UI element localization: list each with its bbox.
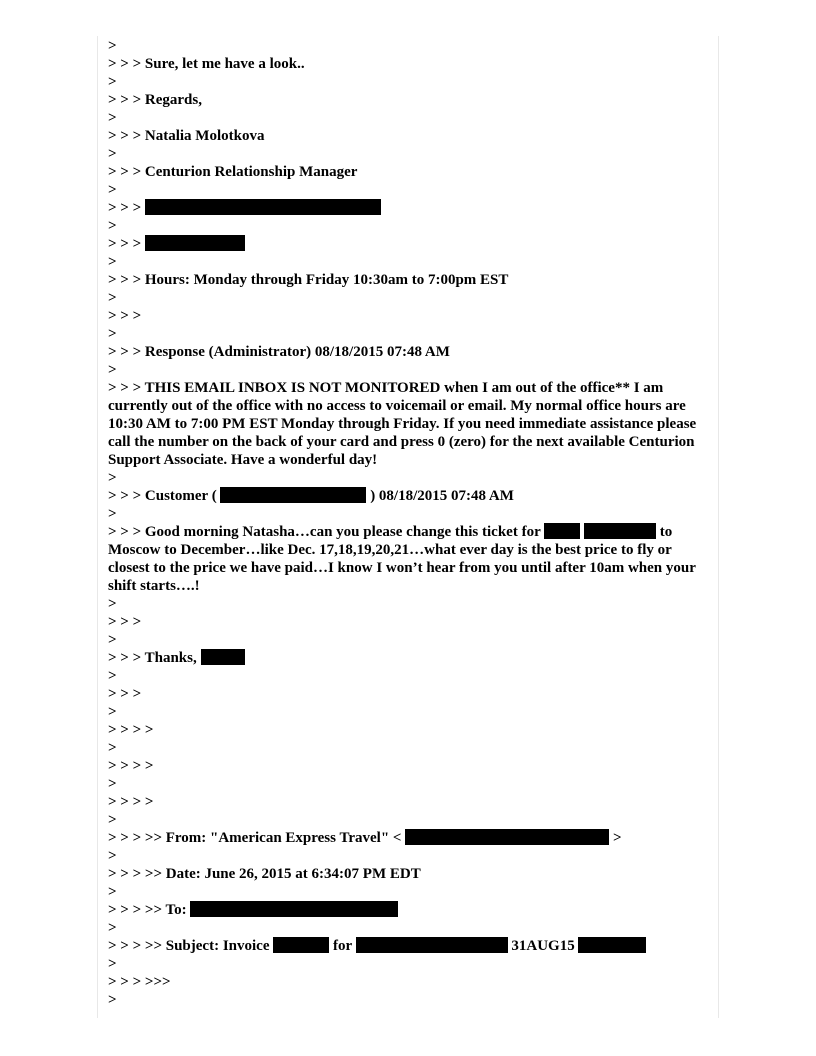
quote-line: > [108, 254, 117, 270]
email-thread-text [108, 37, 706, 1009]
message-text: > > > Good morning Natasha…can you please change this ticket for [108, 524, 545, 540]
quote-line: > > > Regards, [108, 92, 202, 108]
quote-line: > [108, 920, 117, 936]
redaction-block [273, 937, 329, 953]
quote-line: > > > [108, 614, 142, 630]
quote-line: > [108, 776, 117, 792]
thanks-line [108, 649, 706, 667]
to-label: > > > >> To: [108, 902, 191, 918]
subject-header [108, 937, 706, 955]
from-close: > [609, 830, 622, 846]
quote-line: > [108, 704, 117, 720]
quote-prefix: > > > [108, 200, 145, 216]
subject-label: > > > >> Subject: Invoice [108, 938, 274, 954]
hours-line: > > > Hours: Monday through Friday 10:30am to 7:00pm EST [108, 272, 509, 288]
redacted-line [108, 199, 706, 217]
signature-name: > > > Natalia Molotkova [108, 128, 265, 144]
quote-line: > [108, 596, 117, 612]
message-text: to Moscow to December…like Dec. 17,18,19,20,21…what ever day is the best price to fly or closest to the price we have paid…I know I won’t hear from you until after 10am when your shift starts….! [108, 524, 696, 594]
from-label: > > > >> From: "American Express Travel" < [108, 830, 406, 846]
quote-line: > > > > [108, 722, 154, 738]
quote-line: > > > [108, 308, 142, 324]
redacted-line [108, 235, 706, 253]
signature-title: > > > Centurion Relationship Manager [108, 164, 358, 180]
date-header: > > > >> Date: June 26, 2015 at 6:34:07 PM EDT [108, 866, 421, 882]
customer-timestamp: ) 08/18/2015 07:48 AM [366, 488, 514, 504]
customer-header [108, 487, 706, 505]
quote-line: > [108, 146, 117, 162]
quote-line: > [108, 326, 117, 342]
redaction-block [145, 199, 381, 215]
quote-line: > [108, 884, 117, 900]
redaction-block [578, 937, 646, 953]
redaction-block [145, 235, 245, 251]
response-header: > > > Response (Administrator) 08/18/2015 07:48 AM [108, 344, 450, 360]
redaction-block [201, 649, 245, 665]
quote-line: > > > [108, 686, 142, 702]
redaction-block [220, 487, 366, 503]
quote-line: > > > > [108, 794, 154, 810]
redaction-block [544, 523, 580, 539]
quote-line: > [108, 812, 117, 828]
quote-line: > [108, 290, 117, 306]
quote-line: > [108, 38, 117, 54]
redaction-block [190, 901, 398, 917]
quote-line: > [108, 362, 117, 378]
quote-line: > [108, 668, 117, 684]
customer-message-paragraph [108, 523, 706, 595]
quote-line: > [108, 632, 117, 648]
auto-reply-paragraph: > > > THIS EMAIL INBOX IS NOT MONITORED when I am out of the office** I am currently out of the office with no access to voicemail or email. My normal office hours are 10:30 AM to 7:00 PM EST Monday through Friday. If you need immediate assistance please call the number on the back of your card and press 0 (zero) for the next available Centurion Support Associate. Have a wonderful day! [108, 380, 697, 468]
subject-for: for [329, 938, 356, 954]
redaction-block [356, 937, 508, 953]
quote-line: > > > >>> [108, 974, 171, 990]
to-header [108, 901, 706, 919]
quote-line: > [108, 848, 117, 864]
redaction-block [405, 829, 609, 845]
quote-prefix: > > > [108, 236, 145, 252]
thanks-text: > > > Thanks, [108, 650, 201, 666]
quote-line: > [108, 182, 117, 198]
quote-line: > [108, 992, 117, 1008]
quote-line: > [108, 506, 117, 522]
quote-line: > [108, 740, 117, 756]
from-header [108, 829, 706, 847]
quote-line: > [108, 110, 117, 126]
quote-line: > [108, 218, 117, 234]
quote-line: > [108, 74, 117, 90]
quote-line: > [108, 470, 117, 486]
redaction-block [584, 523, 656, 539]
quote-line: > > > Sure, let me have a look.. [108, 56, 305, 72]
subject-date: 31AUG15 [507, 938, 579, 954]
quote-prefix: > > > Customer ( [108, 488, 221, 504]
quote-line: > [108, 956, 117, 972]
quote-line: > > > > [108, 758, 154, 774]
